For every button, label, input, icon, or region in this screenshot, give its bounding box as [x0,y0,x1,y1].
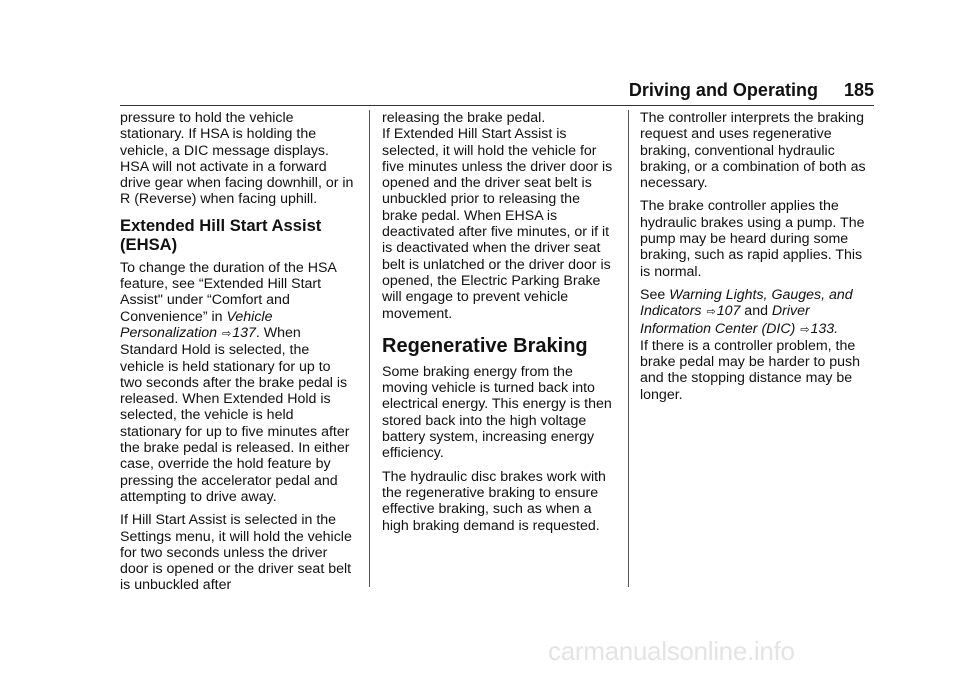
paragraph: If Extended Hill Start Assist is selected, it will hold the vehicle for five minutes unless the driver door is opened and the driver seat belt is unbuckled prior to releasing the brake pedal. When EHSA is deactivated after five minutes, or if it is deactivated when the driver seat belt is unlatched or the driver door is opened, the Electric Parking Brake will engage to prevent vehicle movement. [382,126,613,322]
paragraph: Some braking energy from the moving vehicle is turned back into electrical energy. This energy is then stored back into the high voltage battery system, increasing energy efficiency. [382,363,612,462]
column-divider [369,110,370,587]
paragraph: The brake controller applies the hydraulic brakes using a pump. The pump may be heard during some braking, such as rapid applies. This is normal. [640,198,865,280]
reference-arrow-icon: ⇨ [800,323,810,336]
link-driver-information-center[interactable]: Driver Information Center (DIC) [640,303,810,337]
header-rule [120,105,874,106]
paragraph: If there is a controller problem, the brake pedal may be harder to push and the stopping distance may be longer. [640,337,861,403]
reference-arrow-icon: ⇨ [221,327,232,340]
link-warning-lights[interactable]: Warning Lights, Gauges, and Indicators [640,286,853,320]
link-vehicle-personalization[interactable]: Vehicle Personalization [120,308,273,341]
page-ref-107[interactable]: 107 [716,303,741,320]
column-3 [640,110,876,410]
section-title: Driving and Operating [628,80,818,100]
page-header [120,80,874,104]
column-2 [382,110,618,541]
paragraph: pressure to hold the vehicle stationary. If HSA is holding the vehicle, a DIC message displays. HSA will not activate in a forward drive gear when facing downhill, or in R (Reverse) when facing uphill. [120,110,354,208]
column-divider [628,110,629,587]
paragraph: To change the duration of the HSA feature, see “Extended Hill Start Assist" under “Comfort and Convenience” in Vehicle Personalization ⇨137. When Standard Hold is selected, the vehicle is held stationary for up to two seconds after the brake pedal is released. When Extended Hold is selected, the vehicle is held stationary for up to five minutes after the brake pedal is released. In either case, override the hold feature by pressing the accelerator pedal and attempting to drive away. [120,259,350,505]
page-number: 185 [843,80,874,100]
column-1 [120,110,356,601]
watermark: carmanualsonline.info [548,636,795,666]
paragraph: releasing the brake pedal. [382,110,546,126]
section-heading-regenerative-braking: Regenerative Braking [382,334,588,357]
paragraph: See Warning Lights, Gauges, and Indicators ⇨107 and Driver Information Center (DIC) ⇨133. [640,286,853,337]
paragraph: The hydraulic disc brakes work with the regenerative braking to ensure effective braking, such as when a high braking demand is requested. [382,468,606,534]
reference-arrow-icon: ⇨ [706,306,716,319]
section-heading-ehsa: Extended Hill Start Assist (EHSA) [120,215,322,255]
page-ref-137[interactable]: 137 [232,324,256,341]
paragraph: If Hill Start Assist is selected in the Settings menu, it will hold the vehicle for two seconds unless the driver door is opened or the driver seat belt is unbuckled after [120,512,352,594]
paragraph: The controller interprets the braking request and uses regenerative braking, conventional hydraulic braking, or a combination of both as necessary. [640,110,866,192]
page-ref-133[interactable]: 133. [810,320,839,337]
